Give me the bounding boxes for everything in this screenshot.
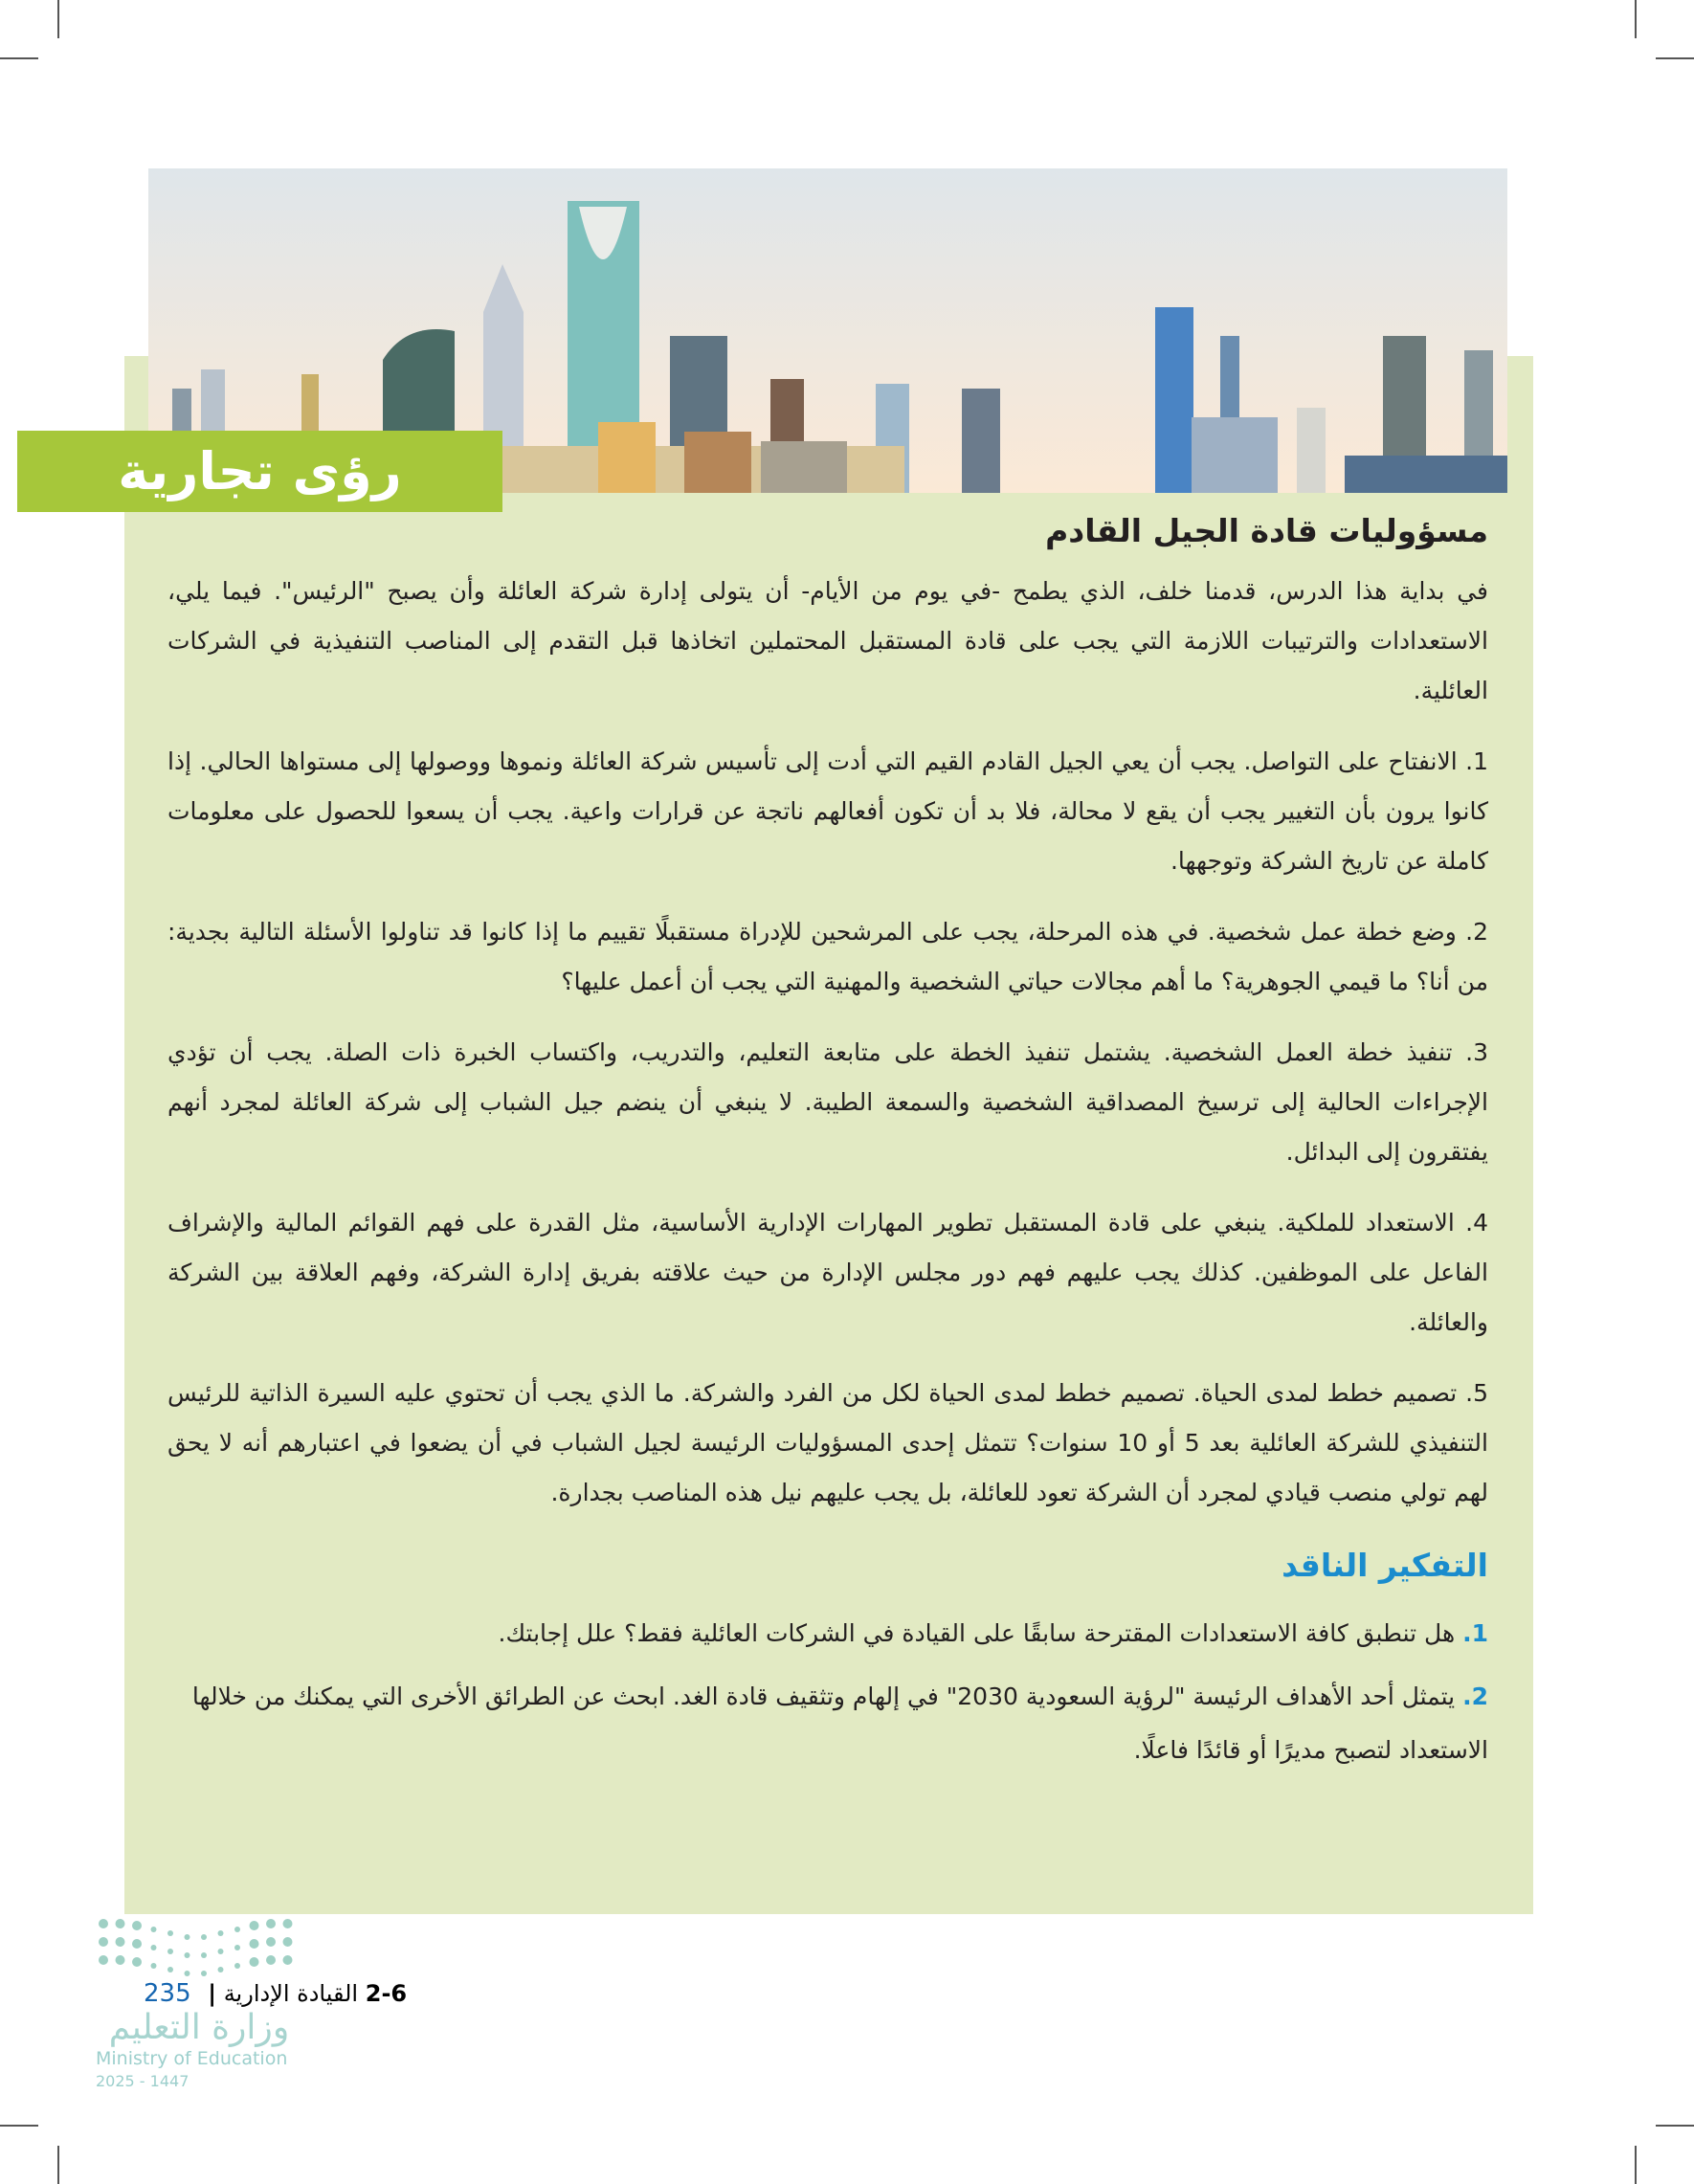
ministry-logo-arabic: وزارة التعليم xyxy=(108,2008,290,2047)
logo-dot xyxy=(167,1967,173,1972)
question-item xyxy=(167,1607,1488,1660)
logo-dot xyxy=(151,1945,157,1950)
logo-dot xyxy=(283,1937,293,1947)
question-text: يتمثل أحد الأهداف الرئيسة "لرؤية السعودية 2030" في إلهام وتثقيف قادة الغد. ابحث عن الطرائق الأخرى التي يمكنك من خلالها الاستعداد لتصبح مديرًا أو قائدًا فاعلًا. xyxy=(191,1683,1488,1764)
list-item: 1. الانفتاح على التواصل. يجب أن يعي الجيل القادم القيم التي أدت إلى تأسيس شركة العائلة ونموها ووصولها إلى مستواها الحالي. إذا كانوا يرون بأن التغيير يجب أن يقع لا محالة، فلا بد أن تكون أفعالهم ناتجة عن قرارات واعية. يجب أن يسعوا للحصول على معلومات كاملة عن تاريخ الشركة وتوجهها. xyxy=(167,747,1488,875)
list-item: 5. تصميم خطط لمدى الحياة. تصميم خطط لمدى الحياة لكل من الفرد والشركة. ما الذي يجب أن تحتوي عليه السيرة الذاتية للرئيس التنفيذي للشركة العائلية بعد 5 أو 10 سنوات؟ تتمثل إحدى المسؤوليات الرئيسة لجيل الشباب في أن يضعوا في اعتبارهم أنه لا يحق لهم تولي منصب قيادي لمجرد أن الشركة تعود للعائلة، بل يجب عليهم نيل هذه المناصب بجدارة. xyxy=(167,1379,1488,1506)
page-number: 235 xyxy=(144,1979,191,2008)
crop-mark xyxy=(0,2125,38,2127)
logo-dot xyxy=(116,1955,125,1965)
critical-thinking-heading: التفكير الناقد xyxy=(1282,1547,1488,1584)
logo-dot xyxy=(185,1971,190,1976)
logo-dot xyxy=(250,1939,259,1949)
logo-dot xyxy=(185,1934,190,1940)
crop-mark xyxy=(57,2146,59,2184)
logo-dot xyxy=(234,1927,240,1932)
banner-label: رؤى تجارية xyxy=(118,441,402,501)
unit-number: 2-6 xyxy=(365,1980,408,2007)
crop-mark xyxy=(1656,2125,1694,2127)
logo-dot xyxy=(151,1963,157,1969)
logo-dot xyxy=(218,1930,224,1936)
article-title: مسؤوليات قادة الجيل القادم xyxy=(1045,512,1488,549)
section-banner xyxy=(17,431,502,512)
crop-mark xyxy=(1635,0,1637,38)
crop-mark xyxy=(0,57,38,59)
logo-dot xyxy=(132,1957,142,1967)
logo-dot xyxy=(218,1967,224,1972)
logo-dot xyxy=(266,1919,276,1928)
logo-dot xyxy=(167,1949,173,1954)
logo-dot xyxy=(283,1955,293,1965)
logo-dot xyxy=(250,1957,259,1967)
page-footer: 2-6 القيادة الإدارية | 235 xyxy=(144,1979,408,2008)
logo-dot xyxy=(266,1937,276,1947)
article xyxy=(167,512,1488,1787)
crop-mark xyxy=(57,0,59,38)
crop-mark xyxy=(1635,2146,1637,2184)
logo-dot xyxy=(99,1919,108,1928)
crop-mark xyxy=(1656,57,1694,59)
logo-dot xyxy=(250,1921,259,1930)
question-number: 2. xyxy=(1462,1683,1488,1710)
logo-dot xyxy=(132,1939,142,1949)
logo-dot xyxy=(167,1930,173,1936)
logo-dot xyxy=(99,1937,108,1947)
list-item: 3. تنفيذ خطة العمل الشخصية. يشتمل تنفيذ الخطة على متابعة التعليم، والتدريب، واكتساب الخبرة ذات الصلة. يجب أن تؤدي الإجراءات الحالية إلى ترسيخ المصداقية الشخصية والسمعة الطيبة. لا ينبغي أن ينضم جيل الشباب إلى شركة العائلة لمجرد أنهم يفتقرون إلى البدائل. xyxy=(167,1038,1488,1166)
unit-title: القيادة الإدارية xyxy=(223,1980,359,2007)
list-item: 2. وضع خطة عمل شخصية. في هذه المرحلة، يجب على المرشحين للإدراة مستقبلًا تقييم ما إذا كانوا قد تناولوا الأسئلة التالية بجدية: من أنا؟ ما قيمي الجوهرية؟ ما أهم مجالات حياتي الشخصية والمهنية التي يجب أن أعمل عليها؟ xyxy=(167,918,1488,995)
logo-dot xyxy=(201,1971,207,1976)
logo-dot xyxy=(234,1963,240,1969)
question-item xyxy=(167,1670,1488,1777)
ministry-logo-english: Ministry of Education xyxy=(96,2048,288,2069)
question-text: هل تنطبق كافة الاستعدادات المقترحة سابقًا على القيادة في الشركات العائلية فقط؟ علل إجابتك. xyxy=(498,1619,1456,1647)
list-item: 4. الاستعداد للملكية. ينبغي على قادة المستقبل تطوير المهارات الإدارية الأساسية، مثل القدرة على فهم القوائم المالية والإشراف الفاعل على الموظفين. كذلك يجب عليهم فهم دور مجلس الإدارة من حيث علاقته بفريق إدارة الشركة، وفهم العلاقة بين الشركة والعائلة. xyxy=(167,1209,1488,1336)
edition-year: 2025 - 1447 xyxy=(96,2072,189,2090)
logo-dot xyxy=(283,1919,293,1928)
logo-dot xyxy=(218,1949,224,1954)
logo-dot xyxy=(151,1927,157,1932)
logo-dot xyxy=(266,1955,276,1965)
intro-paragraph: في بداية هذا الدرس، قدمنا خلف، الذي يطمح -في يوم من الأيام- أن يتولى إدارة شركة العائلة وأن يصبح "الرئيس". فيما يلي، الاستعدادات والترتيبات اللازمة التي يجب على قادة المستقبل المحتملين اتخاذها قبل التقدم إلى المناصب التنفيذية في الشركات العائلية. xyxy=(167,577,1488,704)
logo-dot xyxy=(132,1921,142,1930)
logo-dot xyxy=(116,1937,125,1947)
logo-dot xyxy=(185,1952,190,1958)
logo-dot xyxy=(99,1955,108,1965)
logo-dot xyxy=(234,1945,240,1950)
logo-dot xyxy=(201,1934,207,1940)
question-number: 1. xyxy=(1462,1619,1488,1647)
logo-dot xyxy=(201,1952,207,1958)
logo-dot xyxy=(116,1919,125,1928)
